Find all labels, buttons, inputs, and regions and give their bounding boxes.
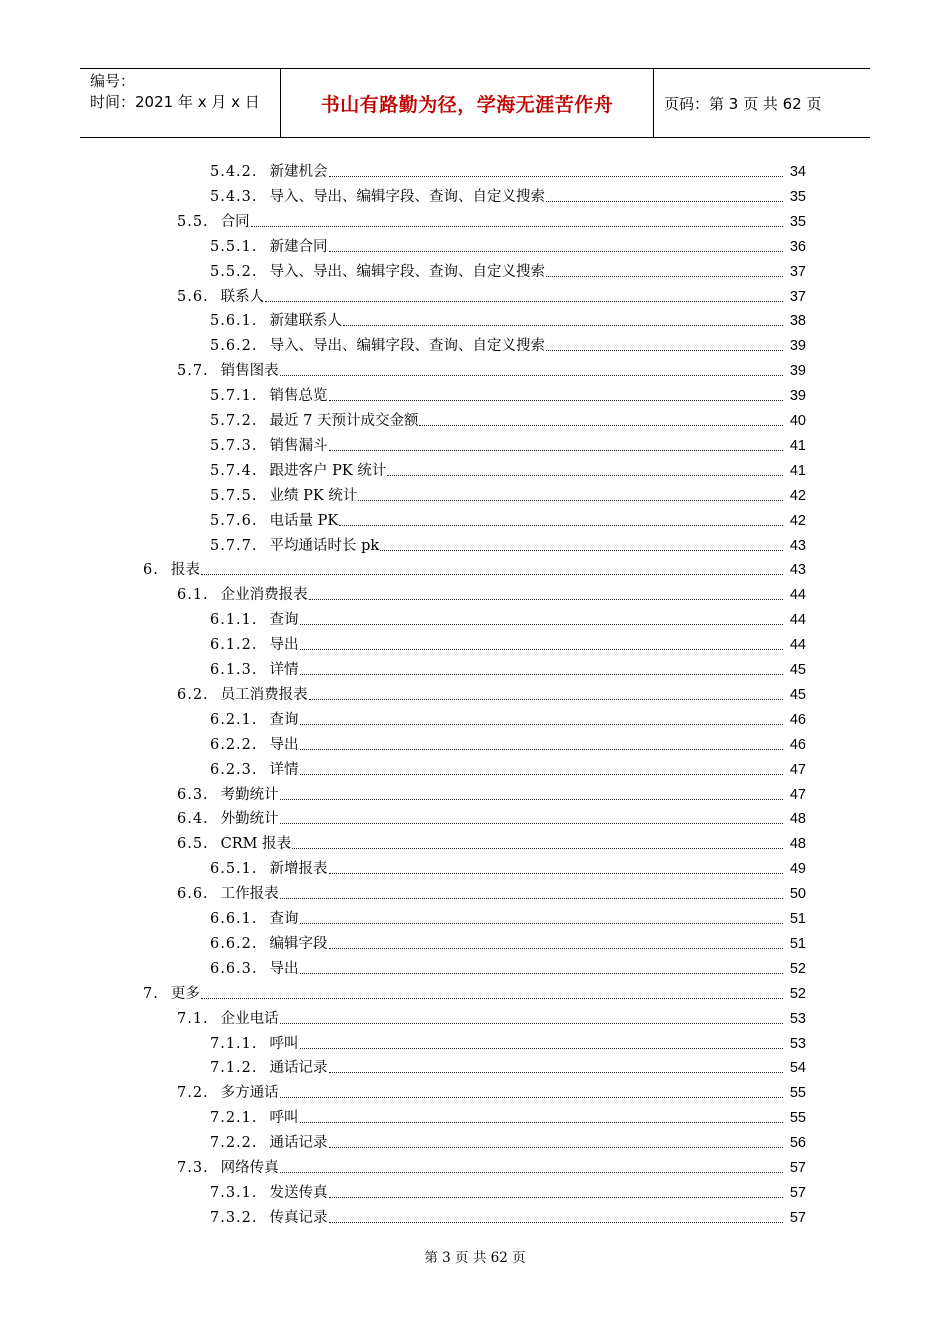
- toc-entry-title: 通话记录: [269, 1135, 328, 1152]
- toc-entry-title: 最近 7 天预计成交金额: [269, 413, 419, 429]
- toc-dot-leader: [300, 648, 783, 650]
- toc-entry-page: 57: [789, 1184, 806, 1201]
- toc-dot-leader: [329, 449, 783, 451]
- header-page-info: 页码：第 3 页 共 62 页: [664, 94, 822, 113]
- toc-entry-page: 41: [789, 462, 806, 479]
- toc-entry-number: 6.2.1.: [210, 711, 258, 728]
- toc-entry-number: 7.1.1.: [210, 1035, 258, 1052]
- toc-dot-leader: [251, 225, 783, 227]
- toc-entry[interactable]: [177, 880, 806, 904]
- toc-entry-title: 员工消费报表: [220, 686, 308, 703]
- toc-entry-number: 5.6.1.: [210, 313, 258, 330]
- toc-entry-number: 6.6.1.: [210, 911, 258, 927]
- toc-entry-page: 44: [789, 612, 806, 629]
- toc-entry[interactable]: [177, 830, 806, 854]
- footer-page-number: 第 3 页 共 62 页: [424, 1250, 526, 1266]
- document-number-label: 编号：: [90, 72, 136, 90]
- toc-entry-page: 50: [789, 886, 806, 903]
- toc-entry-title: 多方通话: [220, 1085, 279, 1102]
- toc-entry-page: 53: [789, 1010, 806, 1027]
- toc-entry-number: 5.5.2.: [210, 263, 258, 280]
- toc-entry[interactable]: [210, 233, 806, 257]
- toc-entry-number: 6.6.3.: [210, 960, 258, 977]
- toc-dot-leader: [329, 947, 783, 949]
- toc-entry-title: 导出: [269, 736, 299, 753]
- toc-dot-leader: [280, 1096, 783, 1098]
- toc-entry-page: 42: [789, 487, 806, 504]
- toc-entry[interactable]: [210, 756, 806, 780]
- toc-entry-page: 34: [789, 164, 806, 180]
- toc-dot-leader: [300, 922, 783, 924]
- toc-entry[interactable]: [177, 581, 806, 605]
- toc-entry-number: 5.7.7.: [210, 537, 258, 554]
- toc-entry[interactable]: [177, 357, 806, 381]
- toc-entry-title: 查询: [269, 612, 299, 629]
- toc-dot-leader: [309, 598, 783, 600]
- toc-entry-title: 电话量 PK: [269, 512, 339, 529]
- toc-dot-leader: [280, 374, 783, 376]
- toc-entry[interactable]: [210, 432, 806, 456]
- toc-entry[interactable]: [210, 1054, 806, 1078]
- toc-entry-page: 45: [789, 686, 806, 703]
- toc-dot-leader: [546, 200, 783, 202]
- toc-entry-number: 7.3.1.: [210, 1184, 258, 1201]
- toc-entry-number: 6.2.: [177, 686, 209, 703]
- toc-entry[interactable]: [210, 1204, 806, 1228]
- toc-entry-number: 5.5.1.: [210, 238, 258, 255]
- toc-dot-leader: [300, 723, 783, 725]
- toc-entry-title: 企业电话: [220, 1010, 279, 1027]
- toc-entry-number: 7.2.1.: [210, 1110, 258, 1127]
- toc-entry-title: 联系人: [220, 288, 265, 305]
- toc-entry-page: 40: [789, 413, 806, 429]
- toc-entry-number: 5.7.2.: [210, 413, 258, 429]
- toc-entry-title: 导入、导出、编辑字段、查询、自定义搜索: [269, 188, 546, 205]
- toc-entry-number: 6.3.: [177, 786, 209, 803]
- toc-dot-leader: [358, 499, 783, 501]
- header-meta: [80, 69, 281, 137]
- toc-dot-leader: [339, 524, 783, 526]
- toc-entry-number: 5.4.2.: [210, 164, 258, 180]
- toc-entry-page: 44: [789, 587, 806, 604]
- toc-entry-page: 52: [789, 960, 806, 977]
- toc-entry-page: 55: [789, 1110, 806, 1127]
- toc-entry-title: CRM 报表: [220, 836, 292, 853]
- toc-entry-page: 49: [789, 861, 806, 878]
- toc-entry-title: 新建机会: [269, 164, 328, 180]
- toc-dot-leader: [280, 798, 783, 800]
- toc-dot-leader: [300, 748, 783, 750]
- toc-entry-title: 编辑字段: [269, 935, 328, 952]
- toc-entry-title: 合同: [220, 213, 250, 230]
- toc-entry[interactable]: [210, 1104, 806, 1128]
- header-motto: 书山有路勤为径，学海无涯苦作舟: [320, 93, 614, 116]
- toc-entry-page: 39: [789, 363, 806, 380]
- toc-entry-number: 5.4.3.: [210, 188, 258, 205]
- toc-dot-leader: [300, 1047, 783, 1049]
- toc-dot-leader: [292, 847, 783, 849]
- toc-entry-number: 6.2.2.: [210, 736, 258, 753]
- toc-entry-number: 5.7.5.: [210, 487, 258, 504]
- toc-entry-title: 考勤统计: [220, 786, 279, 803]
- toc-entry[interactable]: [210, 1179, 806, 1203]
- toc-dot-leader: [546, 349, 783, 351]
- toc-entry-page: 36: [789, 238, 806, 255]
- toc-entry[interactable]: [210, 606, 806, 630]
- toc-entry-title: 呼叫: [269, 1035, 299, 1052]
- toc-entry-number: 6.4.: [177, 811, 209, 828]
- toc-entry[interactable]: [210, 855, 806, 879]
- toc-entry-title: 导入、导出、编辑字段、查询、自定义搜索: [269, 338, 546, 355]
- toc-dot-leader: [280, 822, 783, 824]
- toc-entry-page: 43: [789, 537, 806, 554]
- toc-dot-leader: [280, 1022, 783, 1024]
- toc-entry-number: 5.7.1.: [210, 388, 258, 405]
- toc-entry-number: 7.2.2.: [210, 1135, 258, 1152]
- toc-entry-number: 7.1.2.: [210, 1060, 258, 1077]
- toc-entry-page: 38: [789, 313, 806, 330]
- toc-entry[interactable]: [210, 507, 806, 531]
- toc-entry-page: 35: [789, 213, 806, 230]
- toc-entry-page: 42: [789, 512, 806, 529]
- toc-entry-title: 新增报表: [269, 861, 328, 878]
- toc-entry-page: 52: [789, 985, 806, 1002]
- toc-entry[interactable]: [210, 382, 806, 406]
- toc-dot-leader: [300, 773, 783, 775]
- toc-entry-title: 业绩 PK 统计: [269, 487, 358, 504]
- toc-entry-title: 发送传真: [269, 1184, 328, 1201]
- toc-entry-number: 6.: [143, 562, 159, 579]
- toc-entry[interactable]: [177, 1079, 806, 1103]
- toc-entry[interactable]: [210, 1030, 806, 1054]
- toc-entry-number: 7.3.2.: [210, 1209, 258, 1226]
- toc-entry[interactable]: [177, 681, 806, 705]
- toc-entry-title: 通话记录: [269, 1060, 328, 1077]
- toc-entry-title: 呼叫: [269, 1110, 299, 1127]
- toc-entry-number: 7.1.: [177, 1010, 209, 1027]
- toc-entry-page: 54: [789, 1060, 806, 1077]
- toc-entry-number: 6.6.: [177, 886, 209, 903]
- toc-dot-leader: [329, 250, 783, 252]
- toc-entry-page: 46: [789, 736, 806, 753]
- toc-entry-title: 导出: [269, 960, 299, 977]
- toc-entry[interactable]: [210, 955, 806, 979]
- toc-entry-number: 6.1.1.: [210, 612, 258, 629]
- toc-entry-number: 5.7.: [177, 363, 209, 380]
- toc-dot-leader: [380, 549, 783, 551]
- toc-entry-number: 5.6.: [177, 288, 209, 305]
- toc-dot-leader: [300, 972, 783, 974]
- toc-entry-number: 6.6.2.: [210, 935, 258, 952]
- toc-entry-page: 47: [789, 786, 806, 803]
- toc-entry[interactable]: [177, 208, 806, 232]
- toc-entry[interactable]: [210, 407, 806, 431]
- toc-entry[interactable]: [177, 283, 806, 307]
- toc-entry-title: 详情: [269, 761, 299, 778]
- toc-entry-number: 6.1.3.: [210, 662, 258, 678]
- toc-entry-title: 报表: [170, 562, 200, 579]
- toc-entry-title: 工作报表: [220, 886, 279, 903]
- toc-entry-page: 39: [789, 388, 806, 405]
- toc-entry[interactable]: [210, 532, 806, 556]
- toc-entry-title: 查询: [269, 911, 299, 927]
- toc-entry[interactable]: [210, 706, 806, 730]
- toc-entry-title: 销售漏斗: [269, 437, 328, 454]
- toc-entry[interactable]: [210, 183, 806, 207]
- toc-dot-leader: [387, 474, 783, 476]
- toc-entry-page: 43: [789, 562, 806, 579]
- page-footer: [0, 1246, 950, 1266]
- page-header: [80, 68, 870, 138]
- document-date: 时间：2021 年 x 月 x 日: [90, 93, 260, 111]
- toc-entry-page: 37: [789, 263, 806, 280]
- toc-entry[interactable]: [210, 457, 806, 481]
- toc-entry-title: 跟进客户 PK 统计: [269, 462, 387, 479]
- toc-dot-leader: [265, 300, 783, 302]
- toc-entry-number: 5.7.4.: [210, 462, 258, 479]
- toc-entry-page: 55: [789, 1085, 806, 1102]
- toc-entry-page: 53: [789, 1035, 806, 1052]
- toc-entry[interactable]: [210, 905, 806, 929]
- toc-dot-leader: [300, 623, 783, 625]
- toc-dot-leader: [300, 1121, 783, 1123]
- toc-entry[interactable]: [177, 805, 806, 829]
- toc-dot-leader: [300, 673, 783, 675]
- toc-entry-number: 7.2.: [177, 1085, 209, 1102]
- toc-dot-leader: [329, 1221, 783, 1223]
- toc-entry-number: 5.7.6.: [210, 512, 258, 529]
- toc-entry-title: 销售图表: [220, 363, 279, 380]
- toc-entry-page: 57: [789, 1160, 806, 1176]
- toc-entry-title: 企业消费报表: [220, 587, 308, 604]
- toc-entry-title: 销售总览: [269, 388, 328, 405]
- toc-dot-leader: [329, 399, 783, 401]
- toc-entry[interactable]: [210, 332, 806, 356]
- toc-entry-number: 7.: [143, 985, 159, 1002]
- toc-entry-title: 查询: [269, 711, 299, 728]
- toc-entry[interactable]: [177, 1005, 806, 1029]
- toc-entry-title: 新建合同: [269, 238, 328, 255]
- toc-dot-leader: [329, 872, 783, 874]
- toc-entry[interactable]: [210, 930, 806, 954]
- toc-entry-number: 5.6.2.: [210, 338, 258, 355]
- toc-entry-page: 51: [789, 911, 806, 927]
- toc-entry-page: 48: [789, 836, 806, 853]
- toc-entry[interactable]: [210, 731, 806, 755]
- toc-entry-title: 导出: [269, 637, 299, 654]
- toc-dot-leader: [201, 997, 783, 999]
- toc-entry-title: 平均通话时长 pk: [269, 537, 380, 554]
- toc-entry[interactable]: [143, 980, 806, 1004]
- toc-entry-number: 6.5.1.: [210, 861, 258, 878]
- toc-entry-title: 导入、导出、编辑字段、查询、自定义搜索: [269, 263, 546, 280]
- toc-entry-page: 35: [789, 188, 806, 205]
- toc-entry-number: 6.1.: [177, 587, 209, 604]
- toc-entry-title: 外勤统计: [220, 811, 279, 828]
- toc-entry-page: 56: [789, 1135, 806, 1152]
- toc-entry[interactable]: [210, 482, 806, 506]
- toc-entry-number: 7.3.: [177, 1160, 209, 1176]
- toc-entry[interactable]: [210, 258, 806, 282]
- toc-entry-page: 37: [789, 288, 806, 305]
- toc-dot-leader: [280, 897, 783, 899]
- toc-entry[interactable]: [210, 307, 806, 331]
- toc-entry[interactable]: [143, 556, 806, 580]
- toc-dot-leader: [280, 1171, 783, 1173]
- toc-entry[interactable]: [210, 158, 806, 182]
- toc-dot-leader: [329, 1146, 783, 1148]
- toc-entry-page: 47: [789, 761, 806, 778]
- toc-entry-number: 5.5.: [177, 213, 209, 230]
- toc-entry-number: 6.5.: [177, 836, 209, 853]
- toc-dot-leader: [329, 1196, 783, 1198]
- toc-dot-leader: [201, 573, 783, 575]
- toc-dot-leader: [343, 324, 783, 326]
- toc-entry-page: 44: [789, 637, 806, 654]
- toc-entry-page: 51: [789, 935, 806, 952]
- toc-dot-leader: [419, 424, 783, 426]
- toc-entry-page: 45: [789, 662, 806, 678]
- toc-entry-title: 新建联系人: [269, 313, 343, 330]
- toc-entry-title: 更多: [170, 985, 200, 1002]
- header-page-info-cell: [654, 69, 870, 137]
- toc-entry[interactable]: [210, 631, 806, 655]
- toc-entry-title: 网络传真: [220, 1160, 279, 1176]
- toc-entry-title: 详情: [269, 662, 299, 678]
- toc-entry[interactable]: [210, 1129, 806, 1153]
- toc-entry-page: 46: [789, 711, 806, 728]
- toc-dot-leader: [329, 1071, 783, 1073]
- toc-dot-leader: [546, 275, 783, 277]
- toc-entry-page: 39: [789, 338, 806, 355]
- toc-entry[interactable]: [177, 781, 806, 805]
- toc-entry-page: 41: [789, 437, 806, 454]
- header-motto-cell: [281, 69, 654, 137]
- toc-entry-page: 48: [789, 811, 806, 828]
- toc-entry[interactable]: [210, 656, 806, 680]
- toc-entry[interactable]: [177, 1154, 806, 1178]
- toc-entry-number: 5.7.3.: [210, 437, 258, 454]
- toc-entry-number: 6.1.2.: [210, 637, 258, 654]
- toc-entry-number: 6.2.3.: [210, 761, 258, 778]
- toc-entry-title: 传真记录: [269, 1209, 328, 1226]
- toc-dot-leader: [309, 698, 783, 700]
- toc-dot-leader: [329, 175, 783, 177]
- toc-entry-page: 57: [789, 1209, 806, 1226]
